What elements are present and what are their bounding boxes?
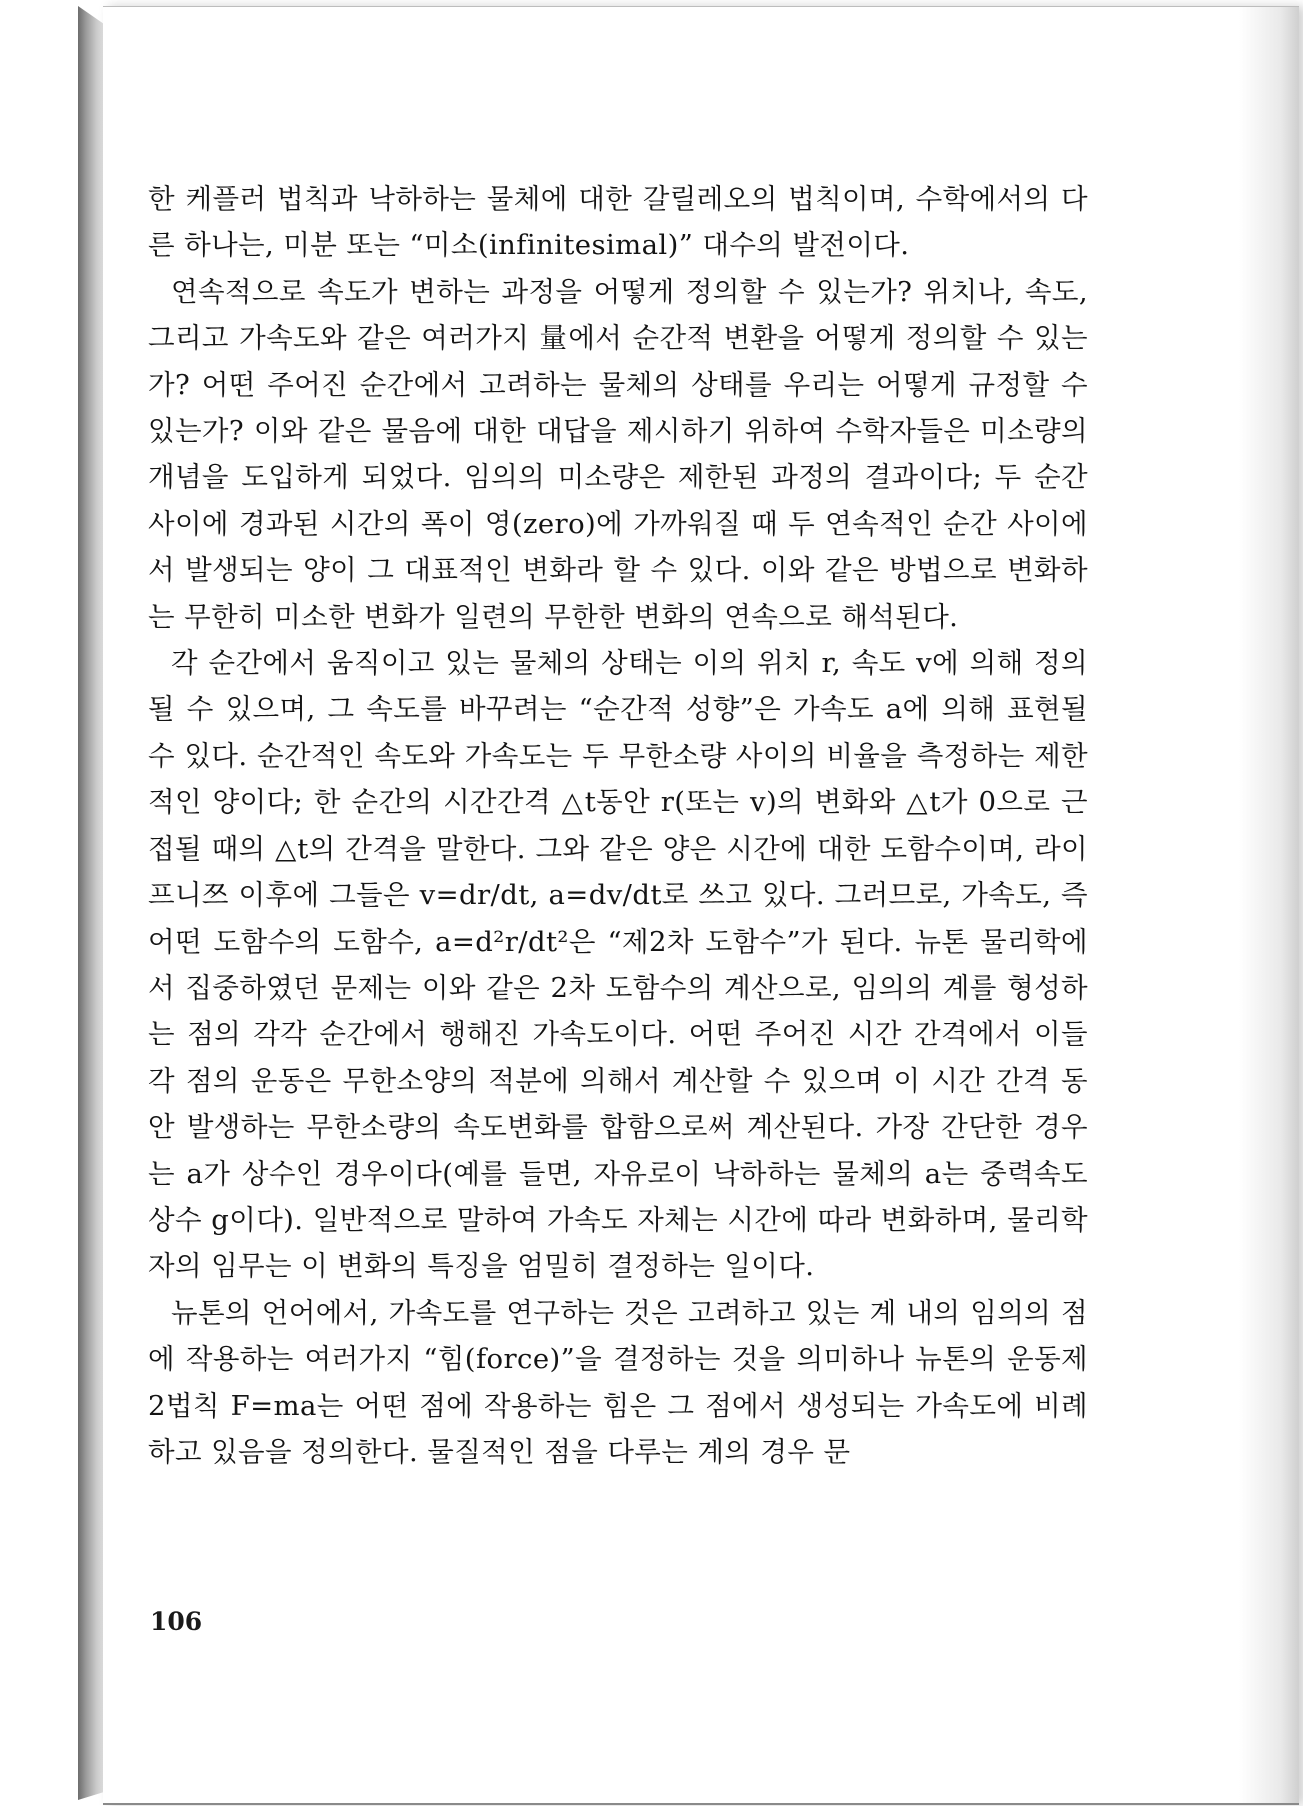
book-page-edge	[78, 6, 104, 1800]
paragraph-newton-force: 뉴톤의 언어에서, 가속도를 연구하는 것은 고려하고 있는 계 내의 임의의 점에 작용하는 여러가지 “힘(force)”을 결정하는 것을 의미하나 뉴톤의 운동제2법칙 F=ma는 어떤 점에 작용하는 힘은 그 점에서 생성되는 가속도에 비례하고 있음을 정의한다. 물질적인 점을 다루는 계의 경우 문	[148, 1296, 1088, 1468]
paragraph-acceleration: 각 순간에서 움직이고 있는 물체의 상태는 이의 위치 r, 속도 v에 의해 정의될 수 있으며, 그 속도를 바꾸려는 “순간적 성향”은 가속도 a에 의해 표현될 수 있다. 순간적인 속도와 가속도는 두 무한소량 사이의 비율을 측정하는 제한적인 양이다; 한 순간의 시간간격 △t동안 r(또는 v)의 변화와 △t가 0으로 근접될 때의 △t의 간격을 말한다. 그와 같은 양은 시간에 대한 도함수이며, 라이프니쯔 이후에 그들은 v=dr/dt, a=dv/dt로 쓰고 있다. 그러므로, 가속도, 즉 어떤 도함수의 도함수, a=d²r/dt²은 “제2차 도함수”가 된다. 뉴톤 물리학에서 집중하였던 문제는 이와 같은 2차 도함수의 계산으로, 임의의 계를 형성하는 점의 각각 순간에서 행해진 가속도이다. 어떤 주어진 시간 간격에서 이들 각 점의 운동은 무한소양의 적분에 의해서 계산할 수 있으며 이 시간 간격 동안 발생하는 무한소량의 속도변화를 합함으로써 계산된다. 가장 간단한 경우는 a가 상수인 경우이다(예를 들면, 자유로이 낙하하는 물체의 a는 중력속도 상수 g이다). 일반적으로 말하여 가속도 자체는 시간에 따라 변화하며, 물리학자의 임무는 이 변화의 특징을 엄밀히 결정하는 일이다.	[148, 647, 1088, 1283]
page-number: 106	[150, 1607, 203, 1636]
page-fold-shadow	[1239, 7, 1299, 1803]
paragraph-infinitesimal: 연속적으로 속도가 변하는 과정을 어떻게 정의할 수 있는가? 위치나, 속도, 그리고 가속도와 같은 여러가지 量에서 순간적 변환을 어떻게 정의할 수 있는가? 어떤 주어진 순간에서 고려하는 물체의 상태를 우리는 어떻게 규정할 수 있는가? 이와 같은 물음에 대한 대답을 제시하기 위하여 수학자들은 미소량의 개념을 도입하게 되었다. 임의의 미소량은 제한된 과정의 결과이다; 두 순간 사이에 경과된 시간의 폭이 영(zero)에 가까워질 때 두 연속적인 순간 사이에서 발생되는 양이 그 대표적인 변화라 할 수 있다. 이와 같은 방법으로 변화하는 무한히 미소한 변화가 일련의 무한한 변화의 연속으로 해석된다.	[148, 275, 1088, 633]
paragraph-continuation: 한 케플러 법칙과 낙하하는 물체에 대한 갈릴레오의 법칙이며, 수학에서의 다른 하나는, 미분 또는 “미소(infinitesimal)” 대수의 발전이다.	[148, 183, 1088, 262]
body-text	[148, 176, 1088, 1475]
